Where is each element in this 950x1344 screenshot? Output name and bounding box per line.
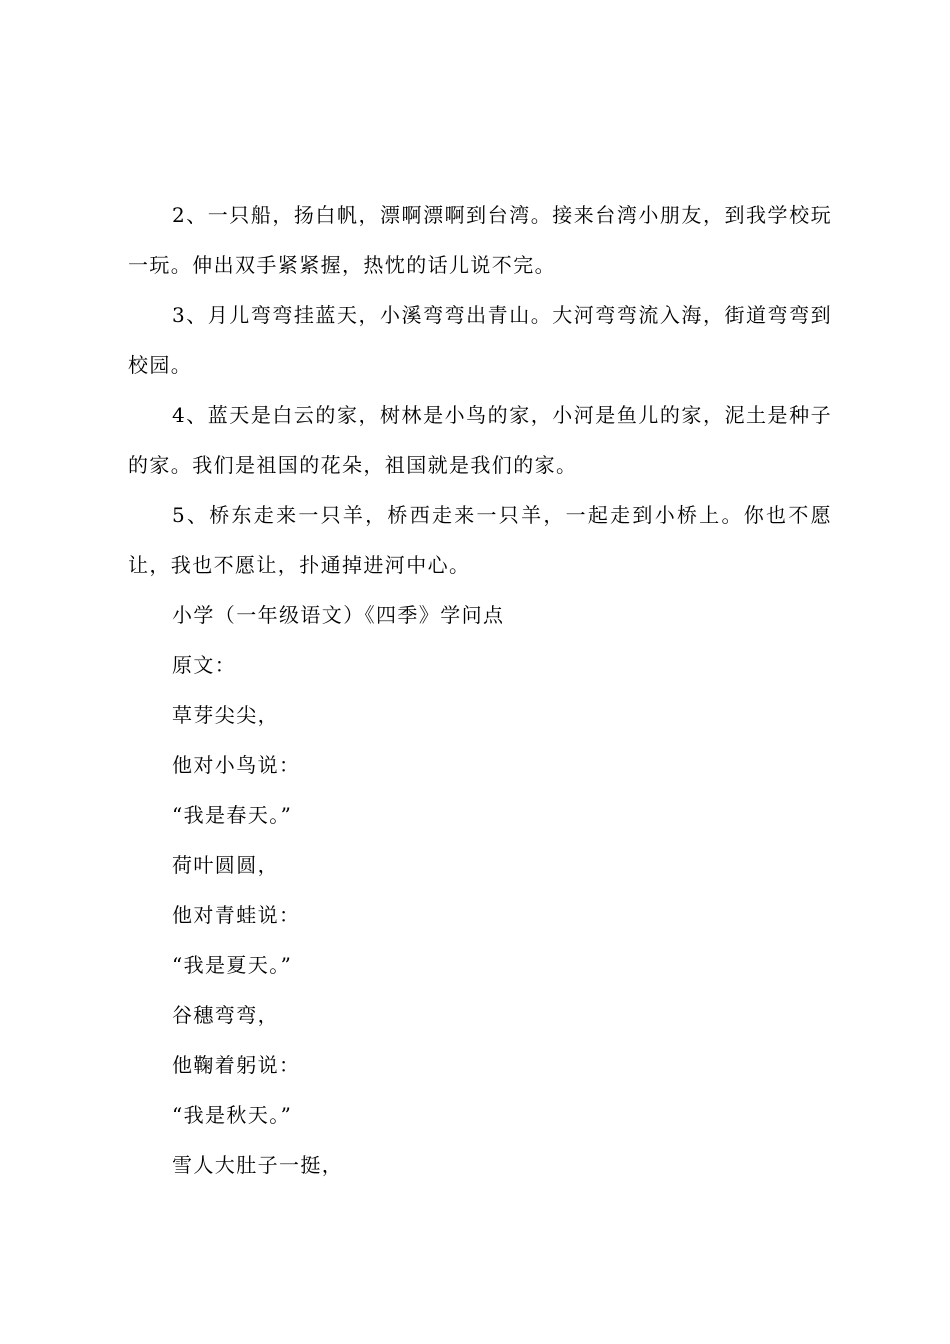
original-label: 原文： (172, 653, 237, 677)
poem-line: 他对青蛙说： (172, 903, 301, 927)
paragraph-2: 2、一只船，扬白帆，漂啊漂啊到台湾。接来台湾小朋友，到我学校玩一玩。伸出双手紧紧握，热忱的话儿说不完。 (128, 203, 832, 277)
poem-line: 谷穗弯弯， (172, 1003, 279, 1027)
poem-line: 草芽尖尖， (172, 703, 279, 727)
poem-line: “我是春天。” (172, 803, 293, 827)
poem-line: 他鞠着躬说： (172, 1053, 301, 1077)
poem-line: “我是秋天。” (172, 1103, 293, 1127)
section-title: 小学（一年级语文）《四季》学问点 (172, 603, 505, 627)
poem-line: 雪人大肚子一挺， (172, 1153, 344, 1177)
poem-line: 他对小鸟说： (172, 753, 301, 777)
paragraph-5: 5、桥东走来一只羊，桥西走来一只羊，一起走到小桥上。你也不愿让，我也不愿让，扑通掉进河中心。 (128, 503, 832, 577)
paragraph-4: 4、蓝天是白云的家，树林是小鸟的家，小河是鱼儿的家，泥土是种子的家。我们是祖国的花朵，祖国就是我们的家。 (128, 403, 832, 477)
paragraph-3: 3、月儿弯弯挂蓝天，小溪弯弯出青山。大河弯弯流入海，街道弯弯到校园。 (128, 303, 832, 377)
poem-line: “我是夏天。” (172, 953, 293, 977)
poem-line: 荷叶圆圆， (172, 853, 279, 877)
document-page (128, 190, 832, 1190)
